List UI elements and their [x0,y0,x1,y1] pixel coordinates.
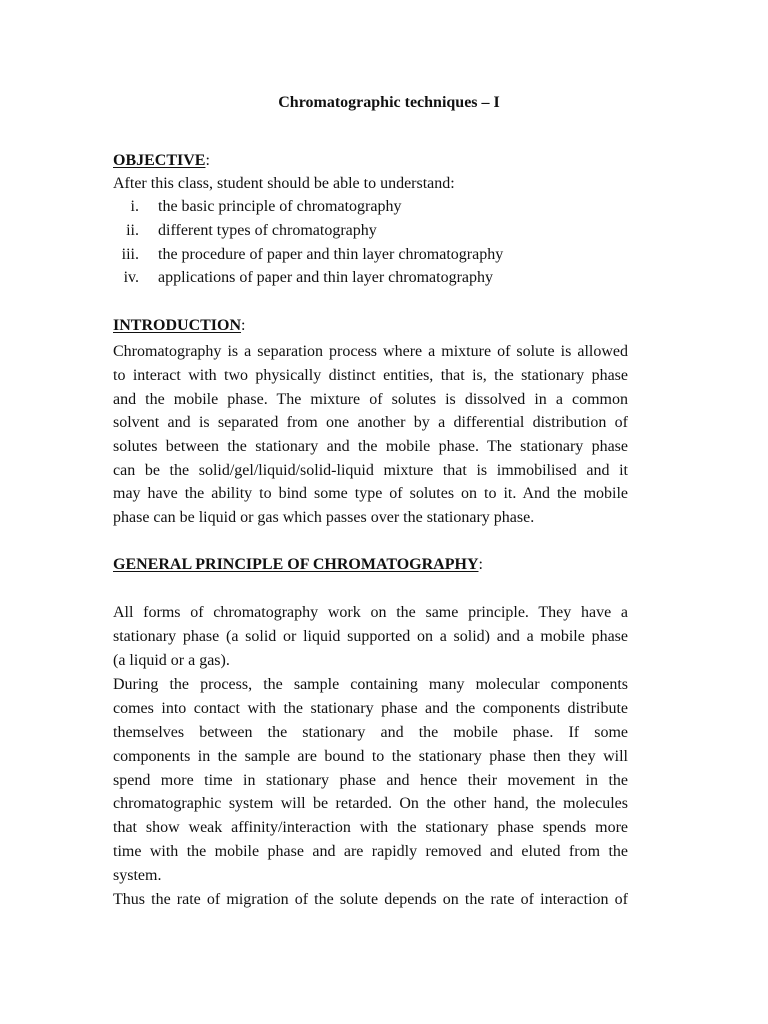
principle-para2-line: time with the mobile phase and are rapidly removed and eluted from the [113,843,628,860]
list-text: applications of paper and thin layer chromatography [158,269,493,287]
objective-heading-text: OBJECTIVE [113,152,206,169]
principle-para2-line: spend more time in stationary phase and hence their movement in the [113,772,628,789]
list-number: iii. [121,245,139,263]
introduction-heading-text: INTRODUCTION [113,317,242,334]
principle-para2-line: chromatographic system will be retarded. On the other hand, the molecules [113,795,628,812]
principle-para1-line: All forms of chromatography work on the same principle. They have a [113,604,628,621]
objective-heading [113,150,210,172]
introduction-line: phase can be liquid or gas which passes over the stationary phase. [113,509,535,526]
document-title: Chromatographic techniques – I [278,94,500,111]
objective-intro: After this class, student should be able to understand: [113,175,455,192]
objective-list-item [113,267,503,291]
principle-para1-line: (a liquid or a gas). [113,652,230,669]
objective-heading-colon: : [205,152,210,169]
principle-para2-line: that show weak affinity/interaction with the stationary phase spends more [113,819,628,836]
introduction-line: can be the solid/gel/liquid/solid-liquid mixture that is immobilised and it [113,462,628,479]
principle-para2-line: comes into contact with the stationary phase and the components distribute [113,700,628,717]
introduction-heading [113,315,245,337]
principle-para2-line: themselves between the stationary and the mobile phase. If some [113,724,628,741]
introduction-line: may have the ability to bind some type of solutes on to it. And the mobile [113,485,628,502]
principle-para1-line: stationary phase (a solid or liquid supported on a solid) and a mobile phase [113,628,628,645]
list-number: ii. [126,221,139,239]
list-number: iv. [123,269,139,287]
introduction-line: Chromatography is a separation process where a mixture of solute is allowed [113,343,628,360]
list-text: the procedure of paper and thin layer chromatography [158,245,504,263]
list-number: i. [130,198,139,215]
principle-para2-line: system. [113,867,162,884]
list-text: the basic principle of chromatography [158,198,402,215]
introduction-line: and the mobile phase. The mixture of solutes is dissolved in a common [113,391,628,408]
objective-list [113,196,503,291]
introduction-line: solvent and is separated from one another by a differential distribution of [113,414,628,431]
introduction-line: to interact with two physically distinct entities, that is, the stationary phase [113,367,628,384]
objective-list-item [113,220,503,244]
list-text: different types of chromatography [158,221,377,239]
introduction-heading-colon: : [241,317,246,334]
principle-para3-line: Thus the rate of migration of the solute depends on the rate of interaction of [113,891,628,908]
objective-list-item [113,196,503,220]
principle-para2-line: components in the sample are bound to the stationary phase then they will [113,748,628,765]
principle-para2-line: During the process, the sample containing many molecular components [113,676,628,693]
general-principle-heading [113,554,483,576]
introduction-line: solutes between the stationary and the mobile phase. The stationary phase [113,438,628,455]
objective-list-item [113,244,503,268]
general-principle-heading-colon: : [478,556,483,573]
general-principle-heading-text: GENERAL PRINCIPLE OF CHROMATOGRAPHY [113,556,479,573]
